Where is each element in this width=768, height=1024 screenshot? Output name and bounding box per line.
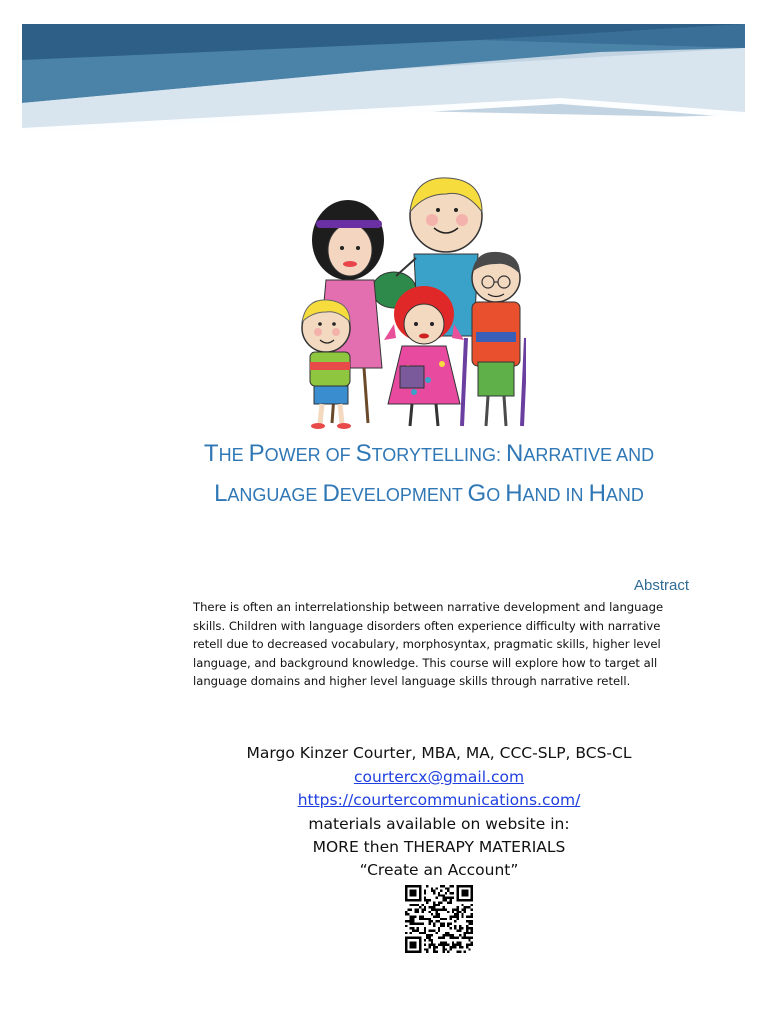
title-segment: H: [588, 480, 606, 507]
website-link[interactable]: https://courtercommunications.com/: [297, 791, 581, 809]
title-segment: O: [486, 485, 506, 505]
document-title-line-2: [0, 480, 768, 508]
title-segment: S: [355, 440, 372, 467]
author-line: Margo Kinzer Courter, MBA, MA, CCC-SLP, BCS-CL: [246, 744, 632, 762]
title-segment: AND: [605, 485, 644, 505]
title-segment: D: [322, 480, 340, 507]
children-group-drawing-icon: [296, 168, 526, 432]
title-segment: G: [467, 480, 487, 507]
email-link[interactable]: courtercx@gmail.com: [353, 768, 525, 786]
title-segment: ANGUAGE: [227, 485, 323, 505]
abstract-heading: Abstract: [633, 577, 689, 594]
title-segment: T: [203, 440, 219, 467]
title-segment: EVELOPMENT: [339, 485, 468, 505]
title-segment: H: [505, 480, 523, 507]
document-title-line-1: [0, 440, 768, 468]
title-segment: P: [248, 440, 265, 467]
abstract-body: There is often an interrelationship between narrative development and language skills. Children with language disorders often experience difficulty with narrative retell due to decreased vocabulary, morphosyntax, pragmatic skills, higher level language, and background knowledge. This course will explore how to target all language domains and higher level language skills through narrative retell.: [193, 600, 664, 688]
title-segment: AND IN: [522, 485, 589, 505]
title-segment: ARRATIVE AND: [523, 445, 655, 465]
header-banner: [0, 0, 768, 150]
title-segment: HE: [218, 445, 249, 465]
title-segment: N: [506, 440, 524, 467]
materials-line-1: materials available on website in:: [308, 815, 570, 833]
title-segment: OWER OF: [264, 445, 356, 465]
title-segment: TORYTELLING:: [371, 445, 507, 465]
email-line: [0, 766, 768, 789]
materials-line-3: “Create an Account”: [359, 861, 519, 879]
materials-line-2: MORE then THERAPY MATERIALS: [312, 838, 566, 856]
qr-code-icon[interactable]: [405, 885, 473, 953]
title-segment: L: [214, 480, 228, 507]
website-line: [0, 789, 768, 812]
